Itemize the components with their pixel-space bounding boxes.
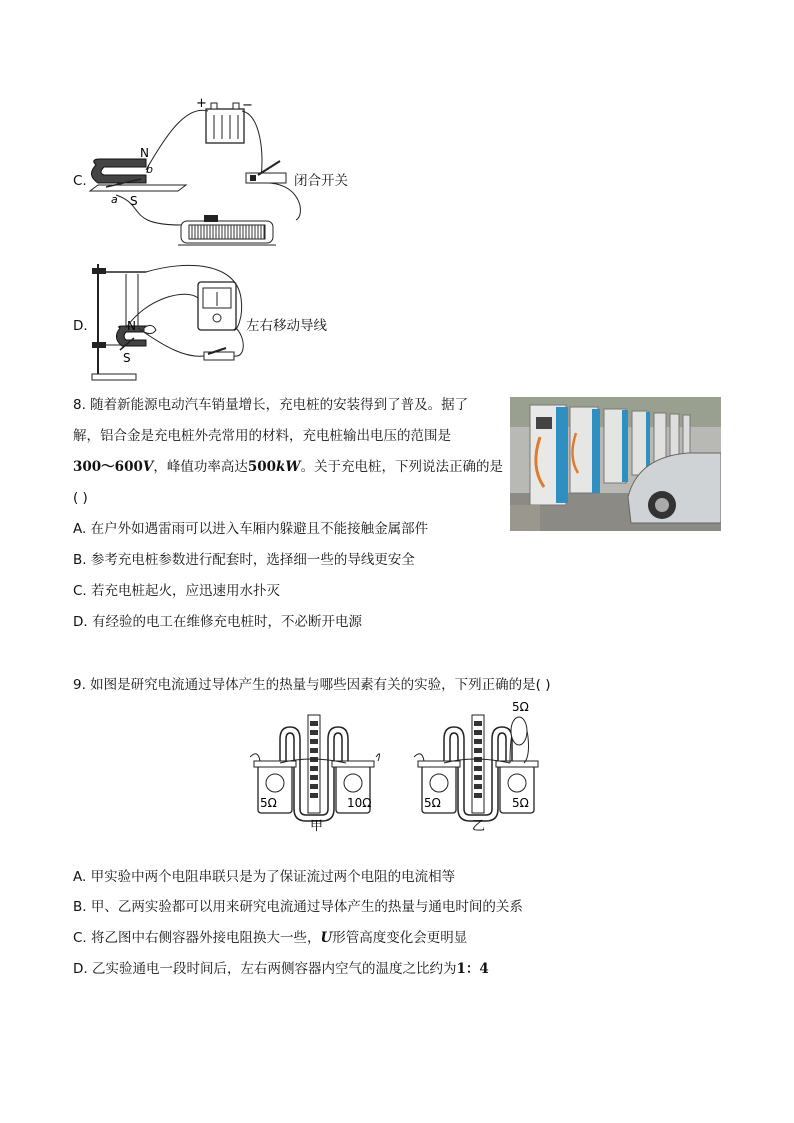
rod-b-label: b: [146, 163, 153, 176]
option-c-letter[interactable]: C.: [73, 173, 87, 189]
yi-caption: 乙: [472, 819, 486, 834]
jia-right-resistor-label: 10Ω: [347, 796, 372, 810]
q9-stem: 9. 如图是研究电流通过导体产生的热量与哪些因素有关的实验，下列正确的是( ): [73, 677, 551, 693]
q8-option-b[interactable]: B. 参考充电桩参数进行配套时，选择细一些的导线更安全: [73, 552, 415, 568]
charging-station-photo: [510, 397, 721, 531]
q9-option-b[interactable]: B. 甲、乙两实验都可以用来研究电流通过导体产生的热量与通电时间的关系: [73, 899, 523, 915]
switch-icon: [204, 348, 234, 360]
q8-option-d[interactable]: D. 有经验的电工在维修充电桩时，不必断开电源: [73, 614, 362, 630]
q9-option-d[interactable]: D. 乙实验通电一段时间后，左右两侧容器内空气的温度之比约为1：4: [73, 961, 489, 977]
yi-left-resistor-label: 5Ω: [424, 796, 441, 810]
q8-stem-line3: 300～600V，峰值功率高达500kW。关于充电桩，下列说法正确的是: [73, 459, 504, 475]
switch-label: 闭合开关: [294, 173, 348, 189]
horseshoe-magnet-icon: [90, 159, 186, 191]
battery-minus-label: −: [242, 98, 253, 113]
magnet-n-label: N: [140, 146, 149, 160]
figure-joule-heating-experiment: [250, 697, 550, 837]
q8-stem-line1: 8. 随着新能源电动汽车销量增长，充电桩的安装得到了普及。据了: [73, 397, 469, 413]
option-d-letter[interactable]: D.: [73, 318, 88, 334]
q8-option-a[interactable]: A. 在户外如遇雷雨可以进入车厢内躲避且不能接触金属部件: [73, 521, 429, 537]
jia-left-resistor-label: 5Ω: [260, 796, 277, 810]
q8-answer-bracket: ( ): [73, 490, 88, 506]
figure-option-d-circuit: [86, 258, 256, 386]
q8-option-c[interactable]: C. 若充电桩起火，应迅速用水扑灭: [73, 583, 281, 599]
battery-icon: [206, 103, 244, 143]
galvanometer-icon: [198, 282, 236, 330]
q9-option-a[interactable]: A. 甲实验中两个电阻串联只是为了保证流过两个电阻的电流相等: [73, 869, 456, 885]
q8-stem-line2: 解，铝合金是充电桩外壳常用的材料，充电桩输出电压的范围是: [73, 428, 451, 444]
magnet-s-label: S: [123, 351, 131, 365]
battery-plus-label: +: [196, 96, 207, 111]
rod-a-label: a: [111, 193, 118, 206]
yi-top-resistor-label: 5Ω: [512, 700, 529, 714]
wire-label: 左右移动导线: [246, 318, 327, 334]
switch-icon: [246, 161, 286, 183]
magnet-n-label: N: [127, 319, 136, 333]
q9-option-c[interactable]: C. 将乙图中右侧容器外接电阻换大一些，U形管高度变化会更明显: [73, 930, 468, 946]
rheostat-icon: [178, 215, 276, 245]
jia-caption: 甲: [310, 819, 324, 834]
magnet-s-label: S: [130, 194, 138, 208]
yi-right-resistor-label: 5Ω: [512, 796, 529, 810]
